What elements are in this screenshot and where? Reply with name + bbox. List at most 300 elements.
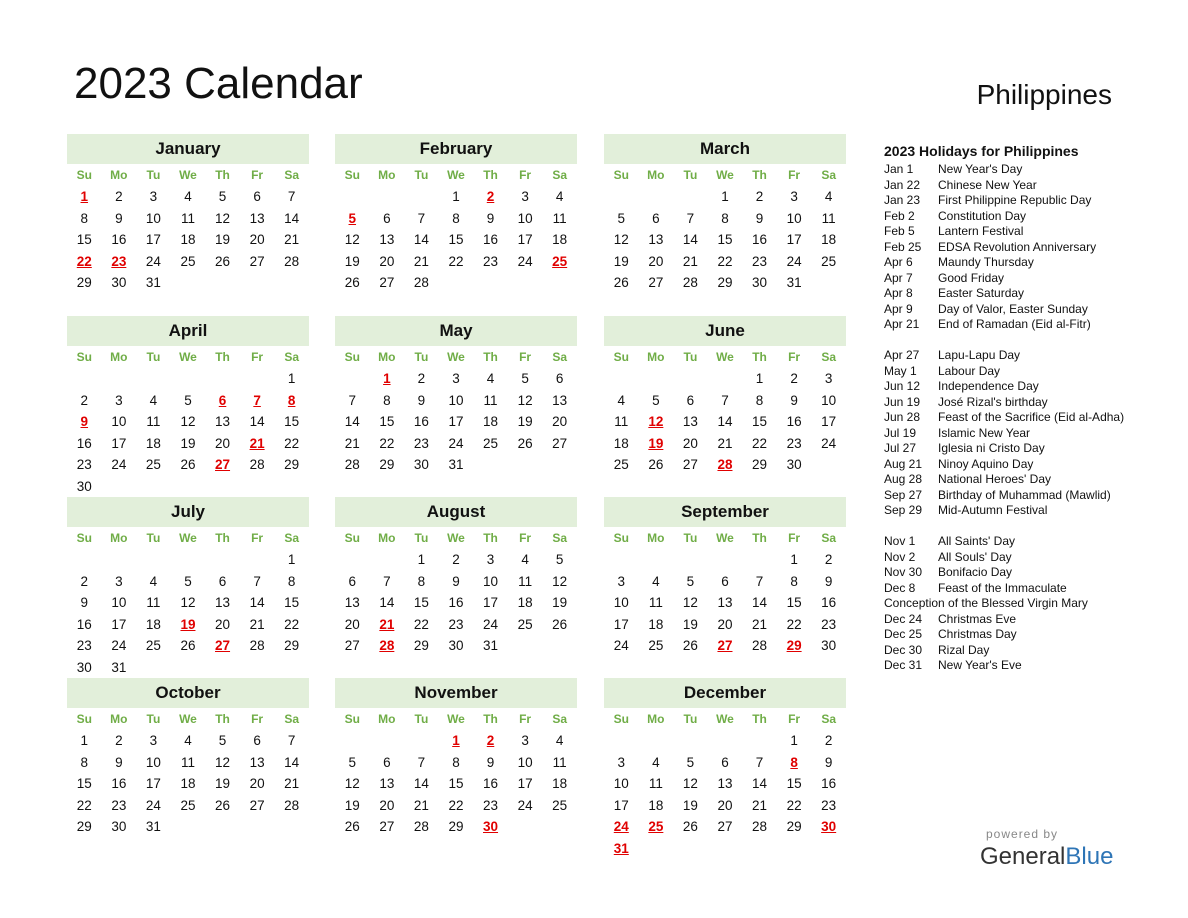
day-cell: 18 <box>517 595 533 611</box>
weekday-label: Su <box>613 531 629 545</box>
holiday-entry <box>884 224 1184 240</box>
weekday-label: Th <box>483 168 498 182</box>
day-cell: 17 <box>517 776 533 792</box>
day-cell: 5 <box>218 733 227 748</box>
holiday-group-gap <box>884 519 1184 535</box>
empty-cell <box>335 730 370 752</box>
day-cell: 9 <box>486 210 495 226</box>
day-cell: 6 <box>383 210 391 226</box>
day-cell: 23 <box>821 797 837 813</box>
weekday-label: Mo <box>110 531 128 545</box>
week-row <box>604 454 846 476</box>
holiday-name: New Year's Eve <box>938 658 1022 672</box>
day-cell: 9 <box>115 210 123 226</box>
month-august <box>335 497 577 657</box>
day-cell: 20 <box>249 232 265 248</box>
weekday-label: Sa <box>821 531 836 545</box>
week-row <box>335 229 577 251</box>
day-cell: 10 <box>613 776 629 792</box>
day-cell: 13 <box>717 776 733 792</box>
day-cell: 9 <box>755 210 764 226</box>
holiday-name: José Rizal's birthday <box>938 394 1048 409</box>
weekday-header <box>67 164 309 186</box>
empty-cell <box>639 838 674 860</box>
day-cell: 22 <box>448 797 464 813</box>
day-cell: 26 <box>517 435 533 451</box>
weekday-label: Tu <box>683 168 698 182</box>
day-cell: 28 <box>344 457 360 473</box>
weekday-label: Su <box>613 712 629 726</box>
holiday-name: Independence Day <box>938 379 1039 393</box>
day-cell: 22 <box>76 797 92 813</box>
day-cell: 12 <box>180 414 196 430</box>
day-cell: 17 <box>111 435 127 451</box>
day-cell: 20 <box>379 253 395 269</box>
empty-cell <box>708 838 743 860</box>
day-cell: 11 <box>483 392 498 408</box>
week-row <box>335 251 577 273</box>
day-cell: 29 <box>379 457 395 473</box>
brand-name-blue: Blue <box>1065 843 1114 870</box>
weekday-label: Su <box>344 350 360 364</box>
day-cell: 3 <box>149 189 158 204</box>
weekday-label: Sa <box>821 168 836 182</box>
day-cell: 23 <box>786 435 802 451</box>
day-cell: 29 <box>448 819 464 835</box>
weekday-label: Tu <box>146 168 161 182</box>
weekday-label: Mo <box>647 531 665 545</box>
holiday-entry <box>884 255 1184 271</box>
empty-cell <box>240 549 275 571</box>
day-cell: 24 <box>517 253 533 269</box>
holiday-date: Nov 1 <box>884 534 916 548</box>
empty-cell <box>136 549 171 571</box>
empty-cell <box>171 816 206 838</box>
day-cell: 30 <box>413 457 429 473</box>
empty-cell <box>136 657 171 679</box>
day-cell: 11 <box>180 210 195 226</box>
weekday-header <box>67 346 309 368</box>
day-cell: 18 <box>648 616 664 632</box>
weekday-header <box>67 708 309 730</box>
day-cell: 26 <box>344 819 360 835</box>
day-cell: 16 <box>752 232 768 248</box>
day-cell: 25 <box>145 457 161 473</box>
empty-cell <box>171 549 206 571</box>
holiday-entry <box>884 612 1184 628</box>
holiday-day: 1 <box>80 189 89 204</box>
empty-cell <box>240 368 275 390</box>
day-cell: 12 <box>682 595 698 611</box>
day-cell: 9 <box>452 573 460 589</box>
empty-cell <box>811 272 846 294</box>
day-cell: 5 <box>652 392 660 408</box>
empty-cell <box>205 657 240 679</box>
day-cell: 8 <box>287 573 296 589</box>
empty-cell <box>102 476 137 498</box>
empty-cell <box>102 549 137 571</box>
day-cell: 2 <box>417 371 426 386</box>
day-cell: 25 <box>517 616 533 632</box>
day-cell: 27 <box>648 275 664 291</box>
week-row <box>604 272 846 294</box>
weekday-label: Tu <box>683 531 698 545</box>
day-cell: 17 <box>145 776 161 792</box>
weekday-label: Tu <box>683 712 698 726</box>
holiday-name: Ninoy Aquino Day <box>938 456 1034 471</box>
day-cell: 25 <box>552 797 568 813</box>
day-cell: 30 <box>821 638 837 654</box>
day-cell: 14 <box>249 414 265 430</box>
weekday-label: Fr <box>519 712 532 726</box>
day-cell: 9 <box>417 392 426 408</box>
weekday-label: Mo <box>378 350 396 364</box>
holiday-name: First Philippine Republic Day <box>938 193 1092 207</box>
holiday-entry <box>884 658 1184 674</box>
day-cell: 23 <box>483 253 499 269</box>
week-row <box>67 433 309 455</box>
empty-cell <box>742 838 777 860</box>
day-cell: 7 <box>755 754 764 770</box>
day-cell: 16 <box>111 232 127 248</box>
holiday-entry <box>884 627 1184 643</box>
weekday-label: We <box>447 531 465 545</box>
day-cell: 22 <box>284 616 300 632</box>
day-cell: 18 <box>648 797 664 813</box>
holiday-entry <box>884 441 1184 457</box>
empty-cell <box>67 368 102 390</box>
week-row <box>335 454 577 476</box>
day-cell: 25 <box>145 638 161 654</box>
week-row <box>67 549 309 571</box>
day-cell: 11 <box>518 573 533 589</box>
day-cell: 30 <box>448 638 464 654</box>
week-row <box>604 752 846 774</box>
day-cell: 15 <box>752 414 768 430</box>
day-cell: 11 <box>146 595 161 611</box>
week-row <box>67 476 309 498</box>
holiday-date: Apr 21 <box>884 317 920 331</box>
weekday-label: We <box>179 531 197 545</box>
week-row <box>335 614 577 636</box>
holiday-name: New Year's Day <box>938 162 1023 176</box>
day-cell: 28 <box>682 275 698 291</box>
holiday-date: Jan 1 <box>884 162 914 176</box>
day-cell: 13 <box>682 414 698 430</box>
day-cell: 11 <box>552 754 567 770</box>
day-cell: 17 <box>517 232 533 248</box>
holiday-date: Dec 24 <box>884 611 923 626</box>
day-cell: 5 <box>348 754 357 770</box>
day-cell: 26 <box>613 275 629 291</box>
day-cell: 2 <box>452 552 460 567</box>
month-april <box>67 316 309 498</box>
day-cell: 10 <box>111 595 127 611</box>
week-row <box>604 838 846 860</box>
day-cell: 6 <box>218 573 227 589</box>
week-row <box>604 229 846 251</box>
day-cell: 9 <box>115 754 123 770</box>
month-march <box>604 134 846 294</box>
weekday-header <box>335 346 577 368</box>
empty-cell <box>240 272 275 294</box>
holiday-name: Bonifacio Day <box>938 565 1013 579</box>
day-cell: 5 <box>555 552 564 567</box>
day-cell: 30 <box>76 659 92 675</box>
day-cell: 8 <box>721 210 729 226</box>
day-cell: 26 <box>552 616 568 632</box>
holiday-date: Feb 25 <box>884 239 922 254</box>
weekday-label: Tu <box>414 168 429 182</box>
day-cell: 7 <box>755 573 764 589</box>
holiday-entry <box>884 395 1184 411</box>
week-row <box>335 411 577 433</box>
holiday-date: Sep 29 <box>884 503 923 517</box>
day-cell: 18 <box>483 414 499 430</box>
day-cell: 27 <box>682 457 698 473</box>
empty-cell <box>171 476 206 498</box>
month-title: June <box>604 316 846 346</box>
empty-cell <box>508 272 543 294</box>
weekday-label: Th <box>752 712 767 726</box>
day-cell: 5 <box>184 573 192 589</box>
week-row <box>335 186 577 208</box>
day-cell: 27 <box>249 797 265 813</box>
empty-cell <box>205 476 240 498</box>
holiday-entry <box>884 503 1184 519</box>
empty-cell <box>604 186 639 208</box>
empty-cell <box>335 368 370 390</box>
holiday-date: Aug 21 <box>884 456 923 471</box>
day-cell: 16 <box>111 776 127 792</box>
month-title: December <box>604 678 846 708</box>
weekday-label: Th <box>215 350 230 364</box>
day-cell: 27 <box>344 638 360 654</box>
weekday-label: We <box>179 168 197 182</box>
day-cell: 14 <box>413 232 429 248</box>
day-cell: 23 <box>76 638 92 654</box>
day-cell: 14 <box>284 210 300 226</box>
day-cell: 21 <box>284 776 300 792</box>
day-cell: 14 <box>249 595 265 611</box>
day-cell: 7 <box>348 392 357 408</box>
day-cell: 8 <box>452 210 460 226</box>
day-cell: 28 <box>249 638 265 654</box>
weekday-label: Mo <box>110 712 128 726</box>
week-row <box>67 251 309 273</box>
day-cell: 30 <box>76 478 92 494</box>
day-cell: 21 <box>344 435 360 451</box>
holiday-name: Feast of the Immaculate <box>938 580 1067 595</box>
day-cell: 26 <box>180 638 196 654</box>
day-cell: 23 <box>413 435 429 451</box>
day-cell: 3 <box>521 189 529 204</box>
holiday-name: Easter Saturday <box>938 286 1025 300</box>
week-row <box>335 592 577 614</box>
week-row <box>335 433 577 455</box>
day-cell: 26 <box>344 275 360 291</box>
empty-cell <box>508 635 543 657</box>
day-cell: 16 <box>76 616 92 632</box>
month-title: May <box>335 316 577 346</box>
weekday-label: Su <box>344 712 360 726</box>
week-row <box>67 186 309 208</box>
day-cell: 24 <box>111 638 127 654</box>
empty-cell <box>136 368 171 390</box>
empty-cell <box>335 186 370 208</box>
holiday-date: Dec 30 <box>884 642 923 657</box>
weekday-label: Fr <box>788 712 801 726</box>
holiday-name: All Souls' Day <box>938 549 1012 564</box>
day-cell: 28 <box>413 819 429 835</box>
day-cell: 16 <box>76 435 92 451</box>
day-cell: 25 <box>180 797 196 813</box>
day-cell: 10 <box>145 210 161 226</box>
holiday-day: 19 <box>180 616 196 632</box>
holiday-date: Dec 8 <box>884 580 916 595</box>
day-cell: 27 <box>717 819 733 835</box>
empty-cell <box>240 476 275 498</box>
day-cell: 7 <box>253 573 261 589</box>
day-cell: 29 <box>284 457 300 473</box>
holiday-day: 22 <box>76 253 92 269</box>
day-cell: 10 <box>613 595 629 611</box>
day-cell: 13 <box>552 392 568 408</box>
month-september <box>604 497 846 657</box>
holiday-list <box>884 143 1184 674</box>
weekday-label: Sa <box>552 712 567 726</box>
day-cell: 30 <box>111 275 127 291</box>
holiday-date: Dec 31 <box>884 658 923 672</box>
day-cell: 29 <box>752 457 768 473</box>
holiday-name-continued: Conception of the Blessed Virgin Mary <box>884 596 1088 610</box>
day-cell: 9 <box>824 573 833 589</box>
weekday-label: We <box>716 712 734 726</box>
month-november <box>335 678 577 838</box>
day-cell: 1 <box>417 552 426 567</box>
brand-logo <box>980 826 1120 872</box>
holiday-name: End of Ramadan (Eid al-Fitr) <box>938 317 1091 331</box>
day-cell: 13 <box>379 776 395 792</box>
holiday-date: Jun 28 <box>884 410 921 424</box>
day-cell: 5 <box>686 573 695 589</box>
day-cell: 31 <box>111 659 127 675</box>
day-cell: 13 <box>648 232 664 248</box>
weekday-label: Tu <box>146 531 161 545</box>
empty-cell <box>171 272 206 294</box>
holiday-day: 8 <box>790 754 798 770</box>
holiday-day: 25 <box>648 819 664 835</box>
holiday-day: 9 <box>80 414 89 430</box>
day-cell: 5 <box>218 189 227 204</box>
day-cell: 21 <box>752 797 768 813</box>
weekday-label: We <box>179 350 197 364</box>
day-cell: 15 <box>413 595 429 611</box>
day-cell: 14 <box>752 776 768 792</box>
empty-cell <box>673 730 708 752</box>
day-cell: 13 <box>249 210 265 226</box>
holiday-name: Labour Day <box>938 363 1001 378</box>
brand-name <box>980 842 1120 872</box>
week-row <box>335 208 577 230</box>
holiday-name: Feast of the Sacrifice (Eid al-Adha) <box>938 410 1125 424</box>
empty-cell <box>811 454 846 476</box>
month-title: October <box>67 678 309 708</box>
day-cell: 31 <box>145 819 161 835</box>
holiday-date: Aug 28 <box>884 472 923 486</box>
holiday-group-gap <box>884 333 1184 349</box>
weekday-label: Su <box>76 168 92 182</box>
week-row <box>335 571 577 593</box>
day-cell: 12 <box>215 754 231 770</box>
day-cell: 31 <box>448 457 464 473</box>
holiday-entry <box>884 193 1184 209</box>
holiday-date: Nov 30 <box>884 565 923 579</box>
holiday-name: Constitution Day <box>938 208 1027 223</box>
day-cell: 22 <box>284 435 300 451</box>
weekday-label: Fr <box>251 350 264 364</box>
day-cell: 29 <box>284 638 300 654</box>
weekday-label: Su <box>76 350 92 364</box>
day-cell: 10 <box>448 392 464 408</box>
day-cell: 19 <box>215 776 231 792</box>
holiday-entry <box>884 581 1184 597</box>
day-cell: 23 <box>752 253 768 269</box>
day-cell: 31 <box>483 638 499 654</box>
holiday-day: 27 <box>717 638 733 654</box>
weekday-label: Th <box>752 168 767 182</box>
empty-cell <box>439 272 474 294</box>
day-cell: 1 <box>790 733 798 748</box>
day-cell: 17 <box>111 616 127 632</box>
day-cell: 19 <box>344 797 360 813</box>
week-row <box>67 657 309 679</box>
month-may <box>335 316 577 476</box>
day-cell: 5 <box>184 392 192 408</box>
day-cell: 12 <box>344 776 360 792</box>
holiday-date: Apr 27 <box>884 348 920 362</box>
day-cell: 24 <box>145 797 161 813</box>
empty-cell <box>171 657 206 679</box>
week-row <box>67 272 309 294</box>
empty-cell <box>742 730 777 752</box>
day-cell: 2 <box>115 189 123 204</box>
day-cell: 5 <box>521 371 529 386</box>
holiday-day: 5 <box>348 210 357 226</box>
day-cell: 19 <box>180 435 196 451</box>
day-cell: 1 <box>287 552 296 567</box>
day-cell: 24 <box>145 253 161 269</box>
week-row <box>67 730 309 752</box>
day-cell: 2 <box>755 189 764 204</box>
weekday-label: Fr <box>788 168 801 182</box>
weekday-header <box>335 527 577 549</box>
weekday-label: We <box>716 168 734 182</box>
weekday-label: Su <box>344 531 360 545</box>
day-cell: 4 <box>555 189 564 204</box>
day-cell: 9 <box>80 595 89 611</box>
day-cell: 28 <box>752 638 768 654</box>
day-cell: 12 <box>344 232 360 248</box>
empty-cell <box>240 816 275 838</box>
weekday-label: Sa <box>284 168 299 182</box>
weekday-label: Mo <box>647 712 665 726</box>
empty-cell <box>404 730 439 752</box>
day-cell: 7 <box>417 210 426 226</box>
empty-cell <box>673 838 708 860</box>
empty-cell <box>542 272 577 294</box>
day-cell: 10 <box>517 210 533 226</box>
